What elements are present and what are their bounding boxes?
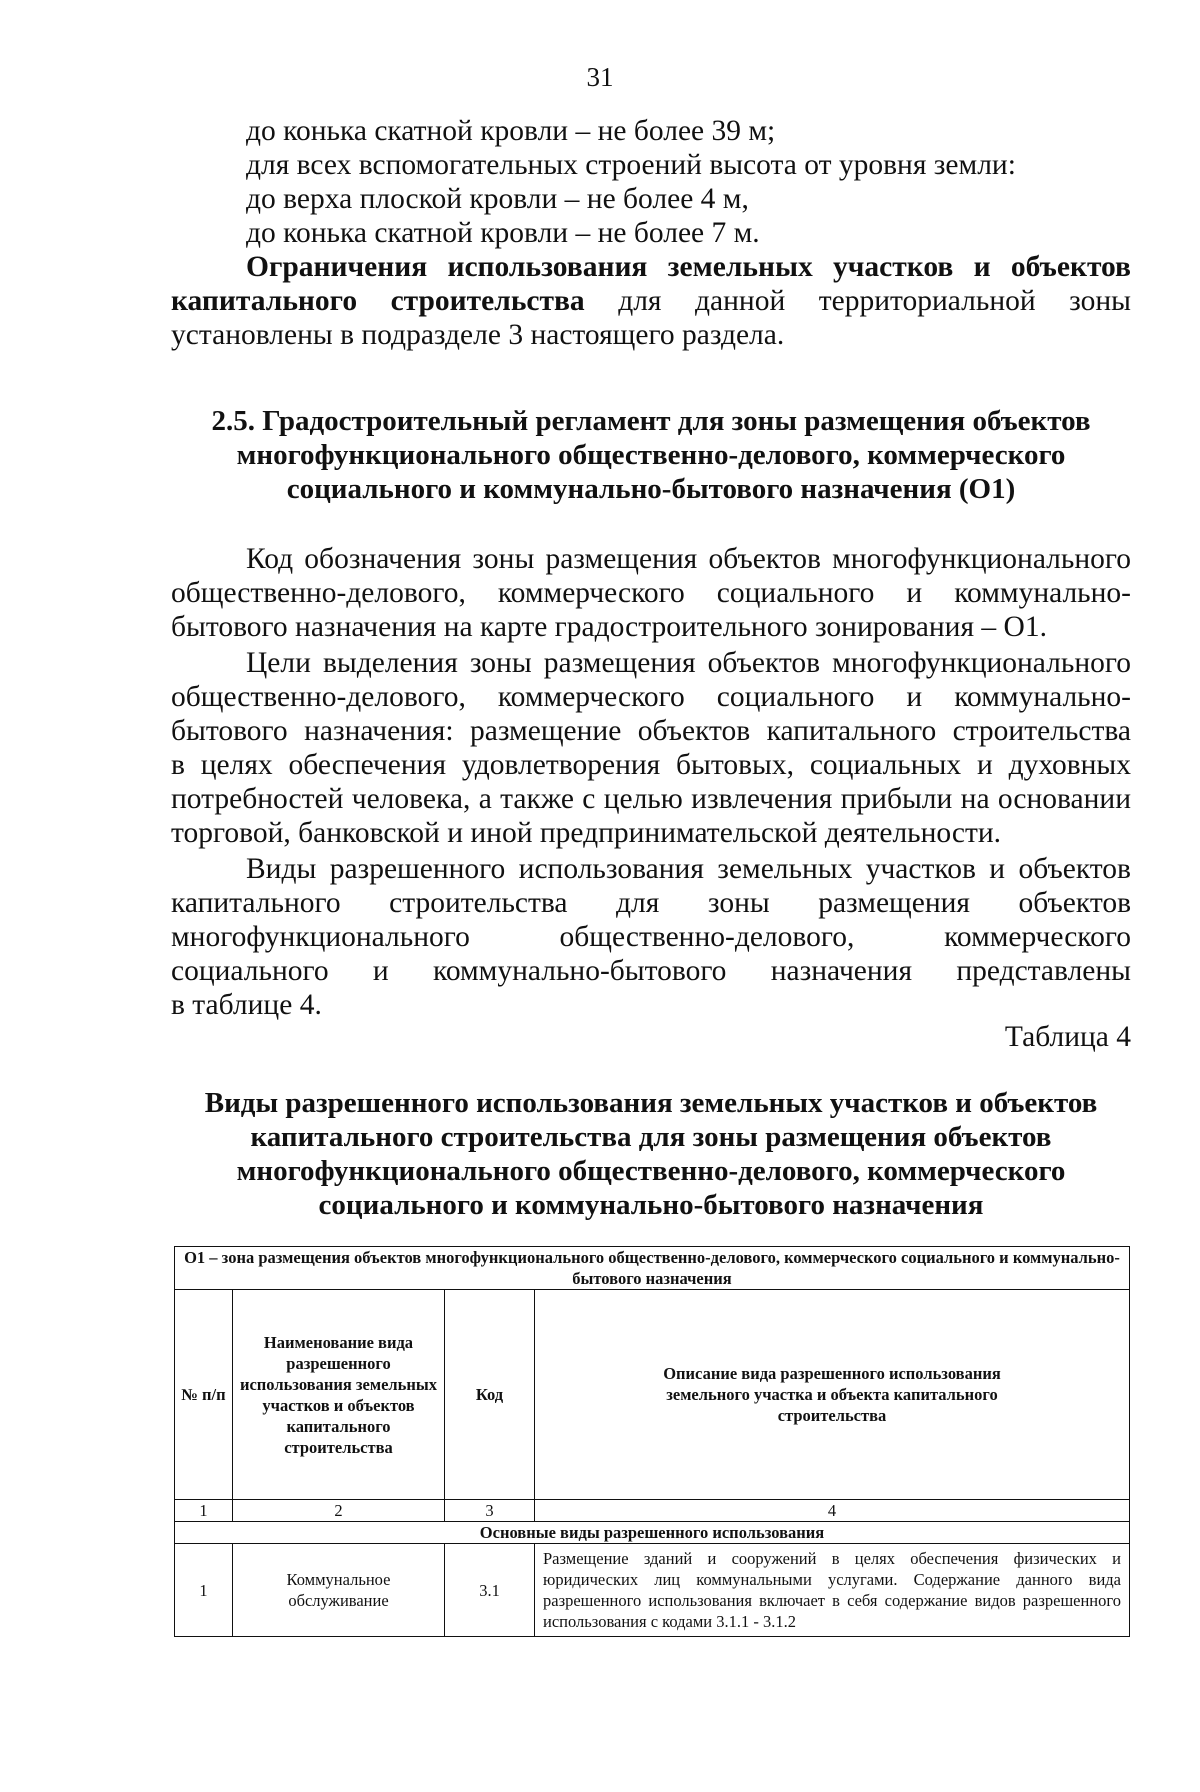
paragraph-line: потребностей человека, а также с целью извлечения прибыли на основании <box>171 783 1131 815</box>
paragraph-line: Виды разрешенного использования земельных участков и объектов <box>246 853 1131 885</box>
paragraph-line: многофункционального общественно-делового, коммерческого <box>171 921 1131 953</box>
paragraph-line: Цели выделения зоны размещения объектов многофункционального <box>246 647 1131 679</box>
restriction-paragraph <box>171 250 1131 352</box>
restriction-line-2-rest: для данной территориальной зоны <box>618 285 1131 317</box>
section-row-cell: Основные виды разрешенного использования <box>175 1522 1130 1544</box>
intro-line: до верха плоской кровли – не более 4 м, <box>246 183 749 215</box>
table-title-line: многофункционального общественно-делового, коммерческого <box>236 1155 1066 1187</box>
restriction-line-2 <box>171 284 1131 318</box>
paragraph-code <box>171 542 1131 644</box>
paragraph-line: общественно-делового, коммерческого социального и коммунально- <box>171 577 1131 609</box>
table-title-line: Виды разрешенного использования земельных участков и объектов <box>204 1087 1098 1119</box>
intro-line: до конька скатной кровли – не более 7 м. <box>246 217 760 249</box>
paragraph-line: бытового назначения на карте градостроительного зонирования – О1. <box>171 611 1047 643</box>
column-number: 2 <box>233 1500 445 1522</box>
section-title-line: социального и коммунально-бытового назначения (О1) <box>286 473 1016 505</box>
paragraph-goals <box>171 646 1131 850</box>
section-title-line: 2.5. Градостроительный регламент для зоны размещения объектов <box>211 405 1091 437</box>
column-number: 1 <box>175 1500 233 1522</box>
table-title <box>171 1086 1131 1222</box>
row-name: Коммунальное обслуживание <box>233 1544 445 1637</box>
header-code: Код <box>445 1290 535 1500</box>
paragraph-line: бытового назначения: размещение объектов капитального строительства <box>171 715 1131 747</box>
header-name: Наименование вида разрешенного использования земельных участков и объектов капитального строительства <box>233 1290 445 1500</box>
intro-line: до конька скатной кровли – не более 39 м; <box>246 115 776 147</box>
table-title-line: капитального строительства для зоны размещения объектов <box>250 1121 1052 1153</box>
zone-header-cell: О1 – зона размещения объектов многофункционального общественно-делового, коммерческого социального и коммунально-бытового назначения <box>175 1247 1130 1290</box>
zone-header-row <box>175 1247 1130 1290</box>
table-row <box>175 1544 1130 1637</box>
row-desc: Размещение зданий и сооружений в целях обеспечения физических и юридических лиц коммунальными услугами. Содержание данного вида разрешенного использования включает в себя содержание видов разрешенного использования с кодами 3.1.1 - 3.1.2 <box>535 1544 1130 1637</box>
column-number: 4 <box>535 1500 1130 1522</box>
paragraph-line: в таблице 4. <box>171 989 322 1021</box>
paragraph-line: торговой, банковской и иной предпринимательской деятельности. <box>171 817 1002 849</box>
section-title <box>171 404 1131 506</box>
intro-block <box>171 114 1131 250</box>
section-row <box>175 1522 1130 1544</box>
table-label: Таблица 4 <box>1004 1021 1131 1053</box>
header-num: № п/п <box>175 1290 233 1500</box>
restriction-line-3: установлены в подразделе 3 настоящего раздела. <box>171 319 785 351</box>
header-desc: Описание вида разрешенного использования земельного участка и объекта капитального строительства <box>535 1290 1130 1500</box>
paragraph-line: в целях обеспечения удовлетворения бытовых, социальных и духовных <box>171 749 1131 781</box>
row-num: 1 <box>175 1544 233 1637</box>
paragraph-types <box>171 852 1131 1022</box>
paragraph-line: общественно-делового, коммерческого социального и коммунально- <box>171 681 1131 713</box>
paragraph-line: капитального строительства для зоны размещения объектов <box>171 887 1131 919</box>
intro-line: для всех вспомогательных строений высота от уровня земли: <box>246 149 1016 181</box>
row-code: 3.1 <box>445 1544 535 1637</box>
land-use-table <box>174 1246 1130 1637</box>
column-number: 3 <box>445 1500 535 1522</box>
restriction-line-2-bold: капитального строительства <box>171 285 585 317</box>
section-title-line: многофункционального общественно-делового, коммерческого <box>236 439 1066 471</box>
restriction-line-1: Ограничения использования земельных участков и объектов <box>246 251 1131 283</box>
column-number-row <box>175 1500 1130 1522</box>
paragraph-line: социального и коммунально-бытового назначения представлены <box>171 955 1131 987</box>
table-title-line: социального и коммунально-бытового назначения <box>318 1189 984 1221</box>
column-header-row <box>175 1290 1130 1500</box>
page-number: 31 <box>586 62 614 92</box>
paragraph-line: Код обозначения зоны размещения объектов многофункционального <box>246 543 1131 575</box>
